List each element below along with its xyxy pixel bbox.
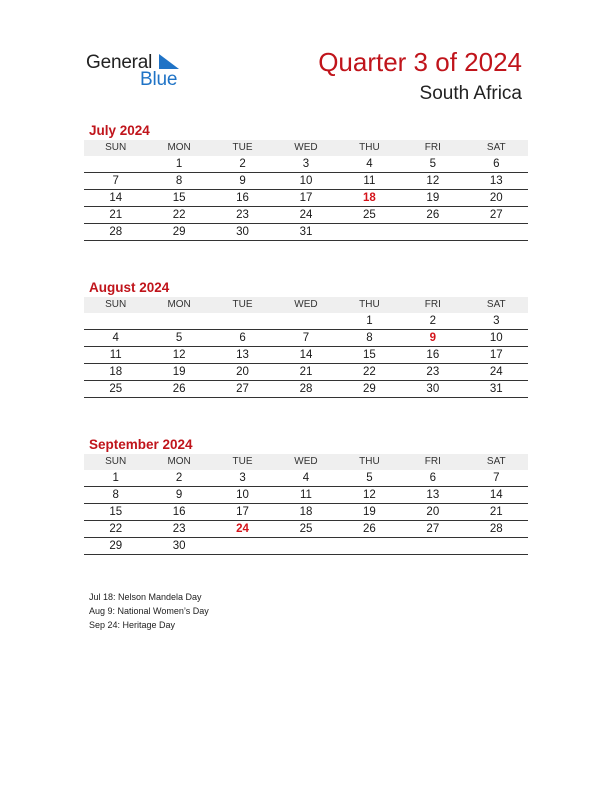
day-cell: 22 bbox=[84, 521, 147, 538]
day-cell: 19 bbox=[147, 364, 210, 381]
empty-day-cell bbox=[338, 224, 401, 241]
day-cell: 11 bbox=[274, 487, 337, 504]
logo-text-blue: Blue bbox=[140, 69, 178, 90]
month-title: August 2024 bbox=[89, 280, 170, 295]
week-row bbox=[84, 504, 528, 521]
day-cell: 24 bbox=[465, 364, 528, 381]
empty-day-cell bbox=[211, 313, 274, 330]
day-cell: 8 bbox=[147, 173, 210, 190]
holiday-day-cell: 9 bbox=[401, 330, 464, 347]
day-cell: 13 bbox=[211, 347, 274, 364]
week-row bbox=[84, 347, 528, 364]
day-cell: 15 bbox=[84, 504, 147, 521]
day-cell: 3 bbox=[465, 313, 528, 330]
week-row bbox=[84, 521, 528, 538]
day-cell: 18 bbox=[274, 504, 337, 521]
day-cell: 29 bbox=[84, 538, 147, 555]
day-cell: 15 bbox=[147, 190, 210, 207]
holiday-note: Sep 24: Heritage Day bbox=[89, 620, 176, 630]
day-cell: 19 bbox=[338, 504, 401, 521]
empty-day-cell bbox=[84, 156, 147, 173]
day-cell: 21 bbox=[274, 364, 337, 381]
day-cell: 16 bbox=[147, 504, 210, 521]
weekday-label: MON bbox=[147, 140, 210, 156]
week-row bbox=[84, 538, 528, 555]
day-cell: 4 bbox=[274, 470, 337, 487]
day-cell: 10 bbox=[211, 487, 274, 504]
country-name: South Africa bbox=[419, 83, 522, 104]
day-cell: 14 bbox=[274, 347, 337, 364]
empty-day-cell bbox=[147, 313, 210, 330]
week-row bbox=[84, 330, 528, 347]
day-cell: 11 bbox=[338, 173, 401, 190]
day-cell: 27 bbox=[211, 381, 274, 398]
day-cell: 26 bbox=[338, 521, 401, 538]
weekday-label: MON bbox=[147, 297, 210, 313]
day-cell: 1 bbox=[338, 313, 401, 330]
day-cell: 6 bbox=[401, 470, 464, 487]
day-cell: 3 bbox=[211, 470, 274, 487]
day-cell: 20 bbox=[211, 364, 274, 381]
weekday-label: SAT bbox=[465, 454, 528, 470]
day-cell: 14 bbox=[84, 190, 147, 207]
weekday-label: THU bbox=[338, 454, 401, 470]
weekday-label: TUE bbox=[211, 140, 274, 156]
weekday-header-row bbox=[84, 454, 528, 470]
day-cell: 9 bbox=[147, 487, 210, 504]
day-cell: 6 bbox=[465, 156, 528, 173]
day-cell: 5 bbox=[338, 470, 401, 487]
day-cell: 12 bbox=[401, 173, 464, 190]
day-cell: 12 bbox=[147, 347, 210, 364]
day-cell: 21 bbox=[84, 207, 147, 224]
day-cell: 14 bbox=[465, 487, 528, 504]
weekday-label: FRI bbox=[401, 297, 464, 313]
weekday-label: WED bbox=[274, 297, 337, 313]
day-cell: 17 bbox=[465, 347, 528, 364]
day-cell: 28 bbox=[274, 381, 337, 398]
day-cell: 9 bbox=[211, 173, 274, 190]
week-row bbox=[84, 313, 528, 330]
day-cell: 7 bbox=[84, 173, 147, 190]
week-row bbox=[84, 173, 528, 190]
day-cell: 29 bbox=[147, 224, 210, 241]
day-cell: 21 bbox=[465, 504, 528, 521]
day-cell: 4 bbox=[84, 330, 147, 347]
weekday-label: MON bbox=[147, 454, 210, 470]
day-cell: 31 bbox=[274, 224, 337, 241]
holiday-note: Jul 18: Nelson Mandela Day bbox=[89, 592, 202, 602]
day-cell: 29 bbox=[338, 381, 401, 398]
day-cell: 10 bbox=[274, 173, 337, 190]
day-cell: 25 bbox=[274, 521, 337, 538]
day-cell: 30 bbox=[401, 381, 464, 398]
page-title: Quarter 3 of 2024 bbox=[318, 47, 522, 77]
day-cell: 27 bbox=[465, 207, 528, 224]
empty-day-cell bbox=[274, 538, 337, 555]
logo-flag-icon bbox=[157, 54, 179, 70]
logo-text-general: General bbox=[86, 52, 153, 73]
day-cell: 25 bbox=[338, 207, 401, 224]
day-cell: 25 bbox=[84, 381, 147, 398]
day-cell: 27 bbox=[401, 521, 464, 538]
weekday-label: THU bbox=[338, 297, 401, 313]
weekday-label: SUN bbox=[84, 454, 147, 470]
weekday-label: WED bbox=[274, 140, 337, 156]
day-cell: 4 bbox=[338, 156, 401, 173]
day-cell: 23 bbox=[401, 364, 464, 381]
day-cell: 23 bbox=[147, 521, 210, 538]
weekday-label: SUN bbox=[84, 297, 147, 313]
holiday-note: Aug 9: National Women’s Day bbox=[89, 606, 209, 616]
week-row bbox=[84, 487, 528, 504]
day-cell: 16 bbox=[211, 190, 274, 207]
day-cell: 30 bbox=[147, 538, 210, 555]
week-row bbox=[84, 224, 528, 241]
holiday-notes bbox=[89, 590, 209, 632]
calendar-grid bbox=[84, 140, 528, 241]
day-cell: 31 bbox=[465, 381, 528, 398]
day-cell: 22 bbox=[147, 207, 210, 224]
day-cell: 15 bbox=[338, 347, 401, 364]
week-row bbox=[84, 207, 528, 224]
holiday-day-cell: 18 bbox=[338, 190, 401, 207]
week-row bbox=[84, 156, 528, 173]
day-cell: 13 bbox=[465, 173, 528, 190]
weekday-label: WED bbox=[274, 454, 337, 470]
day-cell: 5 bbox=[401, 156, 464, 173]
day-cell: 28 bbox=[84, 224, 147, 241]
empty-day-cell bbox=[401, 224, 464, 241]
weekday-label: TUE bbox=[211, 454, 274, 470]
weekday-label: SAT bbox=[465, 140, 528, 156]
day-cell: 24 bbox=[274, 207, 337, 224]
day-cell: 1 bbox=[84, 470, 147, 487]
calendar-grid bbox=[84, 454, 528, 555]
empty-day-cell bbox=[338, 538, 401, 555]
day-cell: 20 bbox=[401, 504, 464, 521]
day-cell: 8 bbox=[338, 330, 401, 347]
day-cell: 12 bbox=[338, 487, 401, 504]
month-title: July 2024 bbox=[89, 123, 150, 138]
weekday-header-row bbox=[84, 297, 528, 313]
month-title: September 2024 bbox=[89, 437, 193, 452]
day-cell: 6 bbox=[211, 330, 274, 347]
weekday-label: FRI bbox=[401, 454, 464, 470]
weekday-label: TUE bbox=[211, 297, 274, 313]
weekday-label: THU bbox=[338, 140, 401, 156]
empty-day-cell bbox=[465, 224, 528, 241]
week-row bbox=[84, 364, 528, 381]
weekday-header-row bbox=[84, 140, 528, 156]
holiday-day-cell: 24 bbox=[211, 521, 274, 538]
empty-day-cell bbox=[274, 313, 337, 330]
week-row bbox=[84, 470, 528, 487]
day-cell: 3 bbox=[274, 156, 337, 173]
calendar-grid bbox=[84, 297, 528, 398]
day-cell: 13 bbox=[401, 487, 464, 504]
empty-day-cell bbox=[465, 538, 528, 555]
day-cell: 5 bbox=[147, 330, 210, 347]
weekday-label: FRI bbox=[401, 140, 464, 156]
day-cell: 2 bbox=[401, 313, 464, 330]
day-cell: 23 bbox=[211, 207, 274, 224]
weekday-label: SUN bbox=[84, 140, 147, 156]
weekday-label: SAT bbox=[465, 297, 528, 313]
empty-day-cell bbox=[401, 538, 464, 555]
day-cell: 26 bbox=[147, 381, 210, 398]
day-cell: 2 bbox=[147, 470, 210, 487]
day-cell: 7 bbox=[274, 330, 337, 347]
day-cell: 26 bbox=[401, 207, 464, 224]
day-cell: 28 bbox=[465, 521, 528, 538]
day-cell: 17 bbox=[274, 190, 337, 207]
week-row bbox=[84, 190, 528, 207]
day-cell: 18 bbox=[84, 364, 147, 381]
day-cell: 1 bbox=[147, 156, 210, 173]
empty-day-cell bbox=[84, 313, 147, 330]
day-cell: 30 bbox=[211, 224, 274, 241]
day-cell: 19 bbox=[401, 190, 464, 207]
day-cell: 7 bbox=[465, 470, 528, 487]
day-cell: 22 bbox=[338, 364, 401, 381]
day-cell: 2 bbox=[211, 156, 274, 173]
day-cell: 11 bbox=[84, 347, 147, 364]
day-cell: 20 bbox=[465, 190, 528, 207]
empty-day-cell bbox=[211, 538, 274, 555]
day-cell: 8 bbox=[84, 487, 147, 504]
week-row bbox=[84, 381, 528, 398]
day-cell: 16 bbox=[401, 347, 464, 364]
day-cell: 10 bbox=[465, 330, 528, 347]
generalblue-logo bbox=[86, 52, 186, 92]
day-cell: 17 bbox=[211, 504, 274, 521]
